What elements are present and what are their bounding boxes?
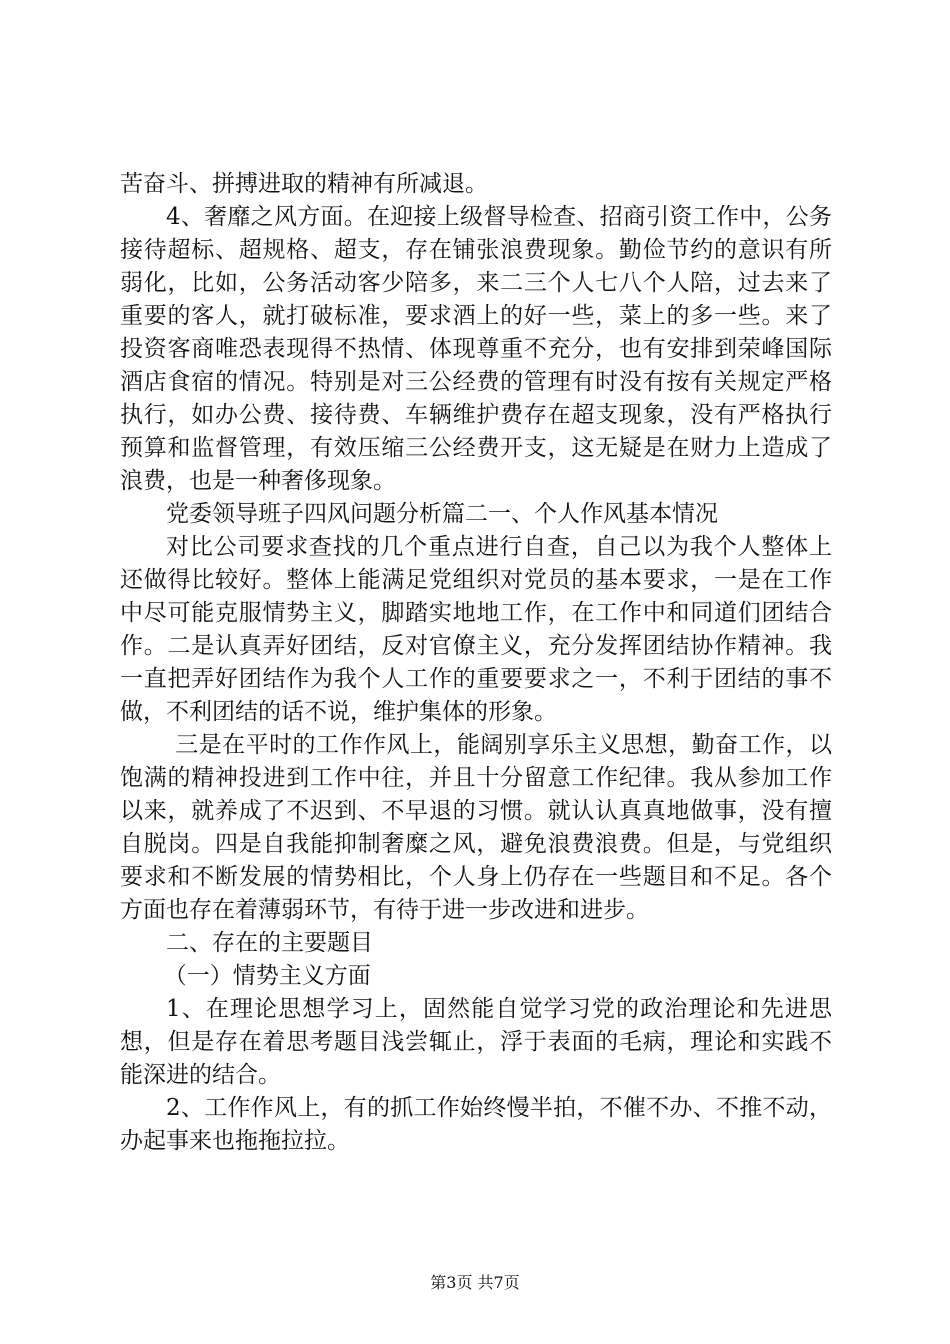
paragraph-continuation: 苦奋斗、拼搏进取的精神有所减退。 — [120, 171, 488, 197]
paragraph-extravagance: 4、奢靡之风方面。在迎接上级督导检查、招商引资工作中，公务接待超标、超规格、超支，存在铺张浪费现象。勤俭节约的意识有所弱化，比如，公务活动客少陪多，来二三个人七八个人陪，过去来了重要的客人，就打破标准，要求酒上的好一些，菜上的多一些。来了投资客商唯恐表现得不热情、体现尊重不充分，也有安排到荣峰国际酒店食宿的情况。特别是对三公经费的管理有时没有按有关规定严格执行，如办公费、接待费、车辆维护费存在超支现象，没有严格执行预算和监督管理，有效压缩三公经费开支，这无疑是在财力上造成了浪费，也是一种奢侈现象。 — [120, 204, 832, 494]
page-number-footer: 第3页 共7页 — [430, 1273, 520, 1292]
paragraph-work-style: 三是在平时的工作作风上，能阔别享乐主义思想，勤奋工作，以饱满的精神投进到工作中往，并且十分留意工作纪律。我从参加工作以来，就养成了不迟到、不早退的习惯。就认认真真地做事，没有擅自脱岗。四是自我能抑制奢糜之风，避免浪费浪费。但是，与党组织要求和不断发展的情势相比，个人身上仍存在一些题目和不足。各个方面也存在着薄弱环节，有待于进一步改进和进步。 — [120, 732, 832, 923]
paragraph-theory-study: 1、在理论思想学习上，固然能自觉学习党的政治理论和先进思想，但是存在着思考题目浅尝辄止，浮于表面的毛病，理论和实践不能深进的结合。 — [120, 996, 832, 1088]
section-heading-main-problems: 二、存在的主要题目 — [166, 930, 373, 956]
paragraph-self-check: 对比公司要求查找的几个重点进行自查，自己以为我个人整体上还做得比较好。整体上能满足党组织对党员的基本要求，一是在工作中尽可能克服情势主义，脚踏实地地工作，在工作中和同道们团结合作。二是认真弄好团结，反对官僚主义，充分发挥团结协作精神。我一直把弄好团结作为我个人工作的重要要求之一，不利于团结的事不做，不利团结的话不说，维护集体的形象。 — [120, 534, 832, 725]
subsection-heading-formalism: （一）情势主义方面 — [163, 963, 371, 989]
paragraph-work-attitude: 2、工作作风上，有的抓工作始终慢半拍，不催不办、不推不动，办起事来也拖拖拉拉。 — [120, 1095, 832, 1154]
section-heading-article-two: 党委领导班子四风问题分析篇二一、个人作风基本情况 — [166, 501, 718, 527]
document-body — [120, 168, 832, 1158]
